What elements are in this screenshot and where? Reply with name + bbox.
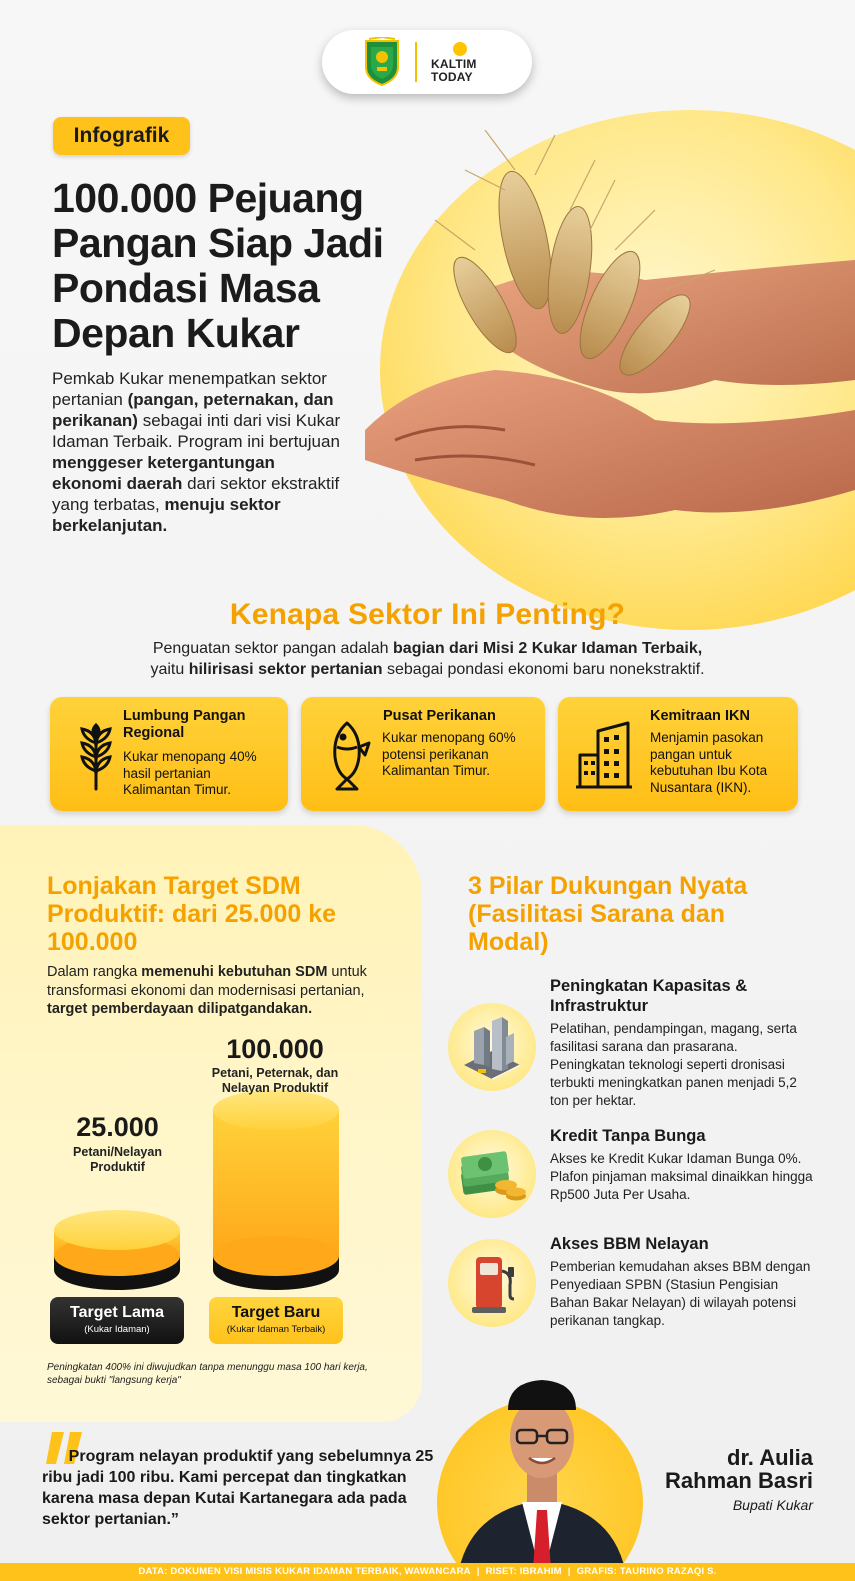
city-buildings-icon: [448, 1003, 536, 1091]
intro-paragraph: Pemkab Kukar menempatkan sektor pertanian (pangan, peternakan, dan perikanan) sebagai inti dari visi Kukar Idaman Terbaik. Program ini bertujuan menggeser ketergantungan ekonomi daerah dari sektor ekstraktif yang terbatas, menuju sektor berkelanjutan.: [52, 369, 341, 535]
logo-divider: [415, 42, 417, 82]
old-target-label: Target Lama (Kukar Idaman): [50, 1297, 184, 1344]
pillar-title: Akses BBM Nelayan: [550, 1235, 709, 1253]
pillar-text: Akses ke Kredit Kukar Idaman Bunga 0%. Plafon pinjaman maksimal dinaikkan hingga Rp500 Juta Per Usaha.: [550, 1151, 813, 1202]
card-title: Pusat Perikanan: [383, 708, 496, 724]
official-portrait-illustration: [447, 1360, 637, 1580]
card-lumbung-pangan: [50, 697, 288, 811]
pillar-title: Peningkatan Kapasitas & Infrastruktur: [550, 977, 748, 1015]
header-logo-pill: [322, 30, 532, 94]
cylinder-bar-old: [54, 1210, 180, 1290]
card-text: Menjamin pasokan pangan untuk kebutuhan Ibu Kota Nusantara (IKN).: [650, 730, 768, 795]
official-quote: Program nelayan produktif yang sebelumnya 25 ribu jadi 100 ribu. Kami percepat dan tingkatkan karena masa depan Kutai Kartanegara ada pada sektor pertanian.”: [42, 1448, 434, 1528]
pillar-text: Pelatihan, pendampingan, magang, serta fasilitasi sarana dan prasarana. Peningkatan teknologi seperti dronisasi terbukti meningkatkan panen menjadi 5,2 ton per hektar.: [550, 1021, 797, 1108]
money-icon: [448, 1130, 536, 1218]
infografik-badge: Infografik: [53, 117, 190, 155]
page-title: 100.000 Pejuang Pangan Siap Jadi Pondasi Masa Depan Kukar: [52, 175, 384, 356]
card-title: Kemitraan IKN: [650, 708, 750, 724]
kaltim-today-logo: [431, 42, 491, 82]
kaltim-today-wordmark: KALTIM TODAY: [431, 57, 477, 84]
credits-footer: DATA: DOKUMEN VISI MISIS KUKAR IDAMAN TERBAIK, WAWANCARA | RISET: IBRAHIM | GRAFIS: TAURINO RAZAQI S.: [0, 1563, 855, 1581]
pillar-title: Kredit Tanpa Bunga: [550, 1127, 706, 1145]
official-role: Bupati Kukar: [732, 1497, 813, 1513]
old-target-value: 25.000: [76, 1112, 159, 1142]
increase-note: Peningkatan 400% ini diwujudkan tanpa menunggu masa 100 hari kerja, sebagai bukti "langsung kerja": [47, 1362, 368, 1386]
official-name: dr. Aulia Rahman Basri: [665, 1445, 813, 1493]
pillar-text: Pemberian kemudahan akses BBM dengan Penyediaan SPBN (Stasiun Pengisian Bahan Bakar Nelayan) di wilayah potensi perikanan tangkap.: [550, 1259, 811, 1328]
kaltim-today-dot-icon: [453, 42, 467, 56]
new-target-value: 100.000: [226, 1034, 324, 1064]
fish-icon: [317, 717, 377, 792]
pillars-title: 3 Pilar Dukungan Nyata (Fasilitasi Sarana dan Modal): [468, 872, 748, 956]
old-target-caption: Petani/Nelayan Produktif: [73, 1145, 162, 1174]
why-section-title: Kenapa Sektor Ini Penting?: [229, 598, 626, 631]
new-target-caption: Petani, Peternak, dan Nelayan Produktif: [211, 1066, 339, 1095]
building-icon: [574, 717, 634, 792]
card-text: Kukar menopang 60% potensi perikanan Kalimantan Timur.: [382, 730, 516, 778]
wheat-icon: [66, 717, 126, 792]
new-target-label: Target Baru (Kukar Idaman Terbaik): [209, 1297, 343, 1344]
card-pusat-perikanan: [301, 697, 545, 811]
sdm-text: Dalam rangka memenuhi kebutuhan SDM untuk transformasi ekonomi dan modernisasi pertanian, target pemberdayaan dilipatgandakan.: [47, 964, 367, 1017]
cylinder-bar-new: [213, 1090, 339, 1290]
card-text: Kukar menopang 40% hasil pertanian Kalimantan Timur.: [123, 749, 257, 797]
why-section-text: Penguatan sektor pangan adalah bagian dari Misi 2 Kukar Idaman Terbaik, yaitu hilirisasi sektor pertanian sebagai pondasi ekonomi baru nonekstraktif.: [150, 640, 705, 678]
sdm-title: Lonjakan Target SDM Produktif: dari 25.000 ke 100.000: [47, 872, 337, 956]
kukar-crest-icon: [363, 37, 401, 87]
card-title: Lumbung Pangan Regional: [123, 708, 246, 741]
card-kemitraan-ikn: [558, 697, 798, 811]
fuel-pump-icon: [448, 1239, 536, 1327]
